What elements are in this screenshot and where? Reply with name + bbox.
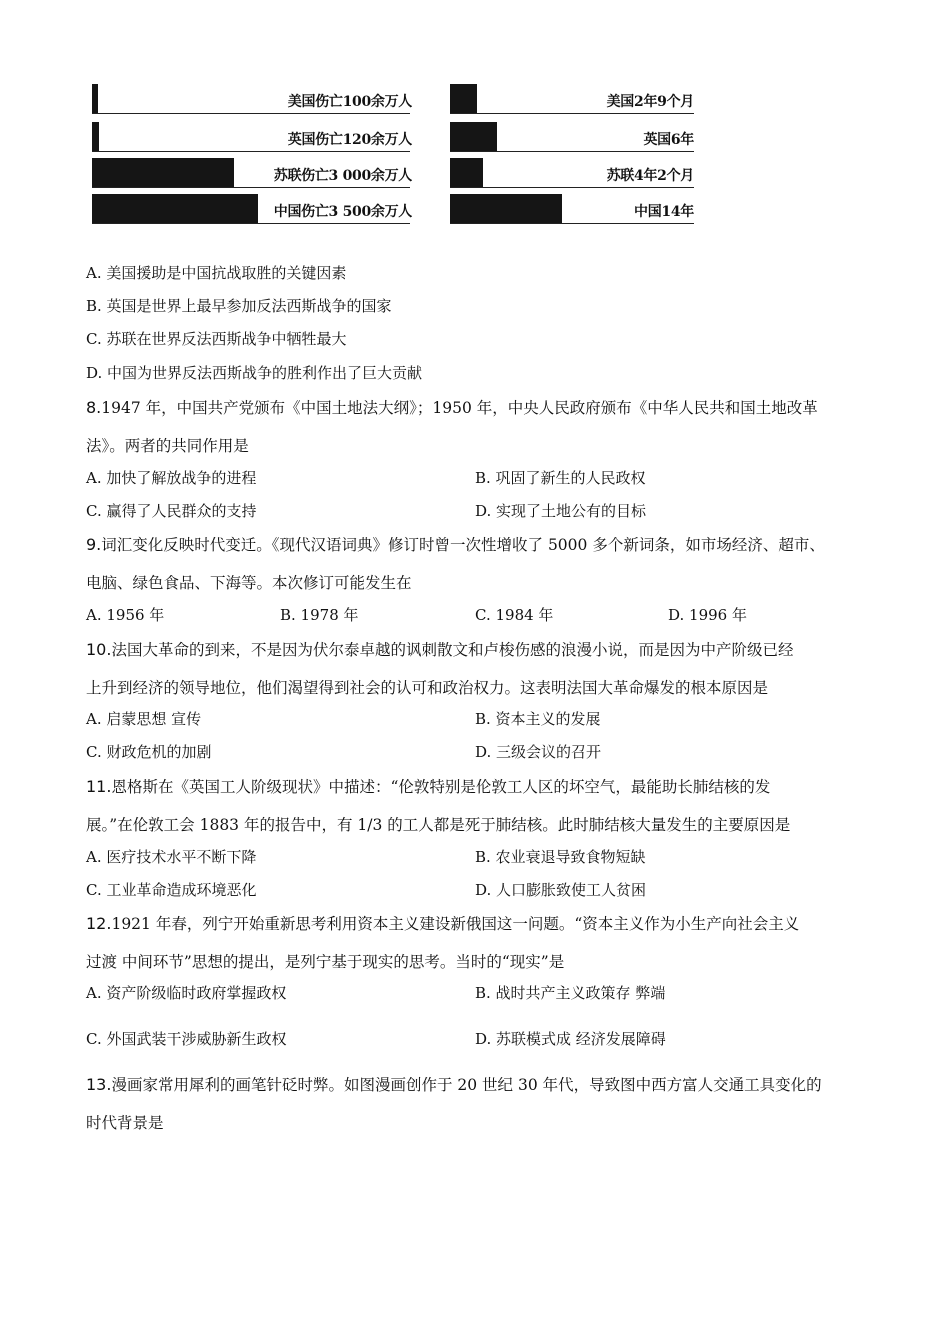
q8-option-b[interactable]: B. 巩固了新生的人民政权 xyxy=(475,469,646,487)
q10-option-a[interactable]: A. 启蒙思想 宣传 xyxy=(86,710,202,728)
q12-text-line2: 过渡 中间环节”思想的提出，是列宁基于现实的思考。当时的“现实”是 xyxy=(86,953,565,971)
q9-text-line1: 词汇变化反映时代变迁。《现代汉语词典》修订时曾一次性增收了 5000 多个新词条，如市场经济、超市、 xyxy=(101,536,825,554)
chart-row-ussr xyxy=(92,158,412,188)
q10-option-c[interactable]: C. 财政危机的加剧 xyxy=(86,743,212,761)
q12-option-c[interactable]: C. 外国武装干涉威胁新生政权 xyxy=(86,1030,287,1048)
q11-option-d[interactable]: D. 人口膨胀致使工人贫困 xyxy=(475,881,647,899)
q9-text-line2: 电脑、绿色食品、下海等。本次修订可能发生在 xyxy=(86,574,412,592)
question-number: 10. xyxy=(86,640,112,659)
bar-us-duration xyxy=(450,84,477,114)
q9-option-c[interactable]: C. 1984 年 xyxy=(475,606,554,624)
q10-stem xyxy=(86,638,793,660)
q8-stem xyxy=(86,396,818,418)
q7-option-a[interactable]: A. 美国援助是中国抗战取胜的关键因素 xyxy=(86,264,347,282)
q12-option-b[interactable]: B. 战时共产主义政策存 弊端 xyxy=(475,984,666,1002)
q12-option-a[interactable]: A. 资产阶级临时政府掌握政权 xyxy=(86,984,287,1002)
baseline xyxy=(92,151,410,152)
bar-china-casualties xyxy=(92,194,258,224)
q12-option-d[interactable]: D. 苏联模式成 经济发展障碍 xyxy=(475,1030,666,1048)
duration-chart xyxy=(450,84,696,230)
chart-row-us xyxy=(450,84,696,114)
baseline xyxy=(450,113,694,114)
bar-label: 苏联伤亡3 000余万人 xyxy=(273,168,412,184)
q7-option-d[interactable]: D. 中国为世界反法西斯战争的胜利作出了巨大贡献 xyxy=(86,364,423,382)
question-number: 8. xyxy=(86,398,102,417)
q10-text-line1: 法国大革命的到来，不是因为伏尔泰卓越的讽刺散文和卢梭伤感的浪漫小说，而是因为中产阶级已经 xyxy=(111,641,794,659)
bar-us-casualties xyxy=(92,84,98,114)
baseline xyxy=(450,151,694,152)
q11-stem xyxy=(86,775,770,797)
bar-label: 苏联4年2个月 xyxy=(606,168,694,184)
q11-text-line2: 展。”在伦敦工会 1883 年的报告中，有 1/3 的工人都是死于肺结核。此时肺结核大量发生的主要原因是 xyxy=(86,816,791,834)
q10-text-line2: 上升到经济的领导地位，他们渴望得到社会的认可和政治权力。这表明法国大革命爆发的根本原因是 xyxy=(86,679,769,697)
q7-option-b[interactable]: B. 英国是世界上最早参加反法西斯战争的国家 xyxy=(86,297,392,315)
q11-text-line1: 恩格斯在《英国工人阶级现状》中描述：“伦敦特别是伦敦工人区的坏空气，最能助长肺结核的发 xyxy=(111,778,771,796)
q8-text-line2: 法》。两者的共同作用是 xyxy=(86,437,249,455)
bar-label: 中国伤亡3 500余万人 xyxy=(273,204,412,220)
bar-label: 中国14年 xyxy=(634,204,694,220)
q8-option-d[interactable]: D. 实现了土地公有的目标 xyxy=(475,502,647,520)
question-number: 11. xyxy=(86,777,112,796)
chart-row-china xyxy=(450,194,696,224)
chart-row-us xyxy=(92,84,412,114)
question-number: 13. xyxy=(86,1075,112,1094)
bar-uk-duration xyxy=(450,122,497,152)
q11-option-c[interactable]: C. 工业革命造成环境恶化 xyxy=(86,881,257,899)
q9-option-a[interactable]: A. 1956 年 xyxy=(86,606,165,624)
bar-uk-casualties xyxy=(92,122,99,152)
q11-option-a[interactable]: A. 医疗技术水平不断下降 xyxy=(86,848,257,866)
q8-option-c[interactable]: C. 赢得了人民群众的支持 xyxy=(86,502,257,520)
q9-stem xyxy=(86,533,825,555)
baseline xyxy=(450,223,694,224)
chart-row-uk xyxy=(450,122,696,152)
q13-stem xyxy=(86,1073,822,1095)
baseline xyxy=(92,113,410,114)
bar-ussr-duration xyxy=(450,158,483,188)
question-number: 9. xyxy=(86,535,102,554)
q12-text-line1: 1921 年春，列宁开始重新思考利用资本主义建设新俄国这一问题。“资本主义作为小生产向社会主义 xyxy=(111,915,800,933)
q10-option-d[interactable]: D. 三级会议的召开 xyxy=(475,743,602,761)
q8-option-a[interactable]: A. 加快了解放战争的进程 xyxy=(86,469,257,487)
baseline xyxy=(92,187,410,188)
casualties-chart xyxy=(92,84,412,230)
chart-row-china xyxy=(92,194,412,224)
bar-label: 英国6年 xyxy=(643,132,694,148)
bar-label: 美国2年9个月 xyxy=(606,94,694,110)
q13-text-line1: 漫画家常用犀利的画笔针砭时弊。如图漫画创作于 20 世纪 30 年代，导致图中西方富人交通工具变化的 xyxy=(111,1076,822,1094)
q13-text-line2: 时代背景是 xyxy=(86,1114,164,1132)
q11-option-b[interactable]: B. 农业衰退导致食物短缺 xyxy=(475,848,646,866)
q9-option-b[interactable]: B. 1978 年 xyxy=(280,606,359,624)
q10-option-b[interactable]: B. 资本主义的发展 xyxy=(475,710,601,728)
chart-row-uk xyxy=(92,122,412,152)
bar-china-duration xyxy=(450,194,562,224)
q12-stem xyxy=(86,912,799,934)
q8-text-line1: 1947 年，中国共产党颁布《中国土地法大纲》；1950 年，中央人民政府颁布《中华人民共和国土地改革 xyxy=(101,399,818,417)
baseline xyxy=(450,187,694,188)
chart-row-ussr xyxy=(450,158,696,188)
bar-label: 美国伤亡100余万人 xyxy=(287,94,412,110)
q7-option-c[interactable]: C. 苏联在世界反法西斯战争中牺牲最大 xyxy=(86,330,347,348)
q9-option-d[interactable]: D. 1996 年 xyxy=(668,606,747,624)
question-number: 12. xyxy=(86,914,112,933)
baseline xyxy=(92,223,410,224)
bar-label: 英国伤亡120余万人 xyxy=(287,132,412,148)
bar-ussr-casualties xyxy=(92,158,234,188)
